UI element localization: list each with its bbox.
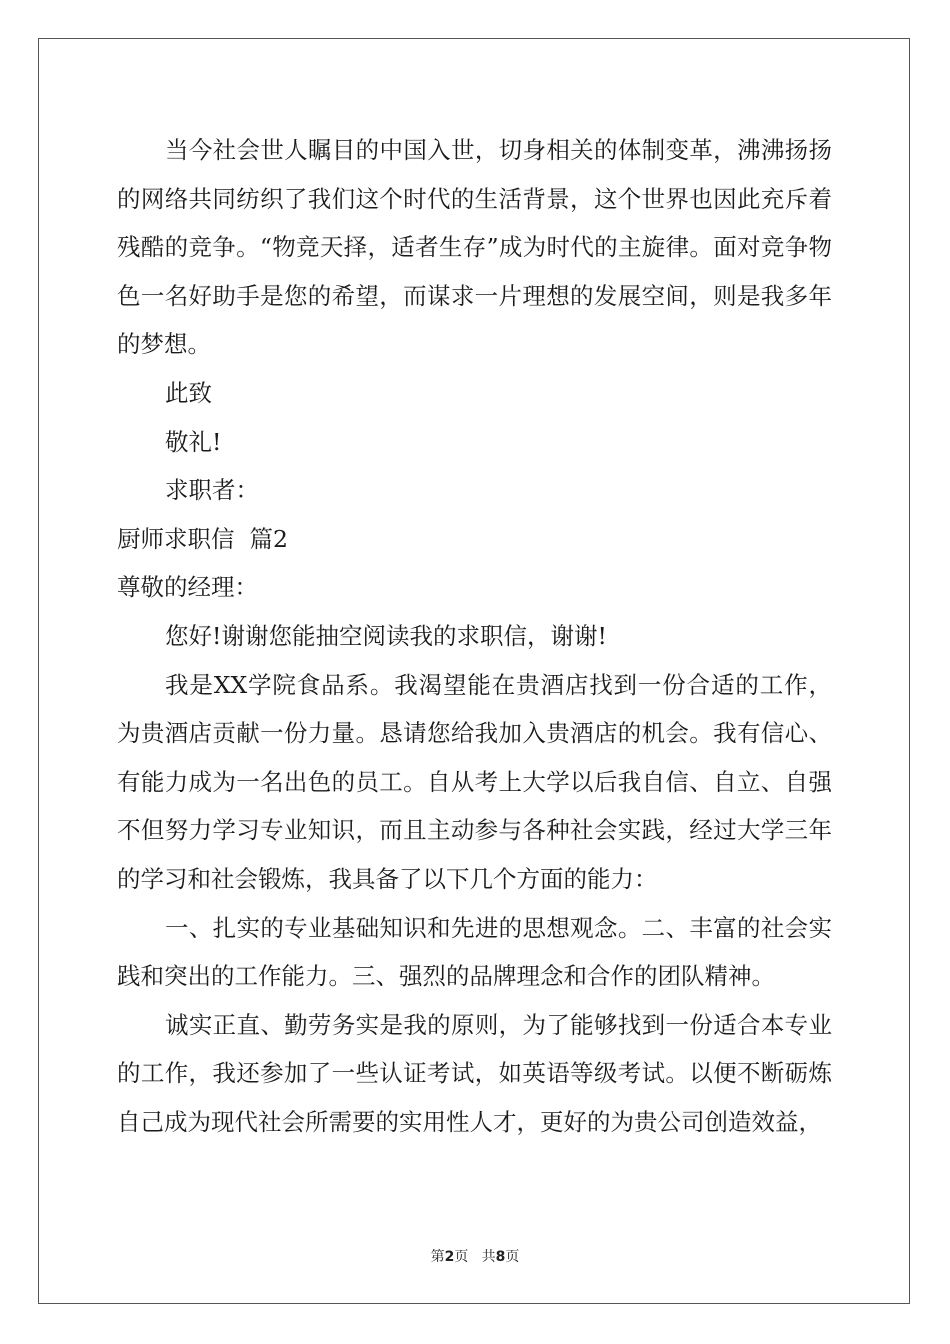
- paragraph: 当今社会世人瞩目的中国入世，切身相关的体制变革，沸沸扬扬的网络共同纺织了我们这个时代的生活背景，这个世界也因此充斥着残酷的竞争。“物竞天择，适者生存”成为时代的主旋律。面对竞争物色一名好助手是您的希望，而谋求一片理想的发展空间，则是我多年的梦想。: [117, 136, 832, 359]
- section-title: 厨师求职信 篇2: [117, 524, 288, 553]
- document-body: [117, 126, 832, 1146]
- greeting: 尊敬的经理：: [117, 573, 258, 602]
- total-pages: 8: [495, 1249, 506, 1265]
- signature-label: 求职者：: [165, 476, 259, 505]
- paragraph: 您好!谢谢您能抽空阅读我的求职信，谢谢!: [165, 621, 607, 650]
- page-suffix: 页: [454, 1249, 469, 1265]
- closing-regards: 敬礼!: [165, 427, 222, 456]
- paragraph: 诚实正直、勤劳务实是我的原则，为了能够找到一份适合本专业的工作，我还参加了一些认证考试，如英语等级考试。以便不断砺炼自己成为现代社会所需要的实用性人才，更好的为贵公司创造效益，: [117, 1010, 832, 1136]
- page-prefix: 第: [430, 1249, 445, 1265]
- page-number: 2: [444, 1249, 455, 1265]
- paragraph: 我是XX学院食品系。我渴望能在贵酒店找到一份合适的工作，为贵酒店贡献一份力量。恳请您给我加入贵酒店的机会。我有信心、有能力成为一名出色的员工。自从考上大学以后我自信、自立、自强不但努力学习专业知识，而且主动参与各种社会实践，经过大学三年的学习和社会锻炼，我具备了以下几个方面的能力：: [117, 670, 832, 893]
- page-footer: [0, 1246, 950, 1266]
- total-suffix: 页: [505, 1249, 520, 1265]
- closing-salutation: 此致: [165, 378, 212, 407]
- paragraph: 一、扎实的专业基础知识和先进的思想观念。二、丰富的社会实践和突出的工作能力。三、强烈的品牌理念和合作的团队精神。: [117, 913, 832, 991]
- total-prefix: 共: [481, 1249, 496, 1265]
